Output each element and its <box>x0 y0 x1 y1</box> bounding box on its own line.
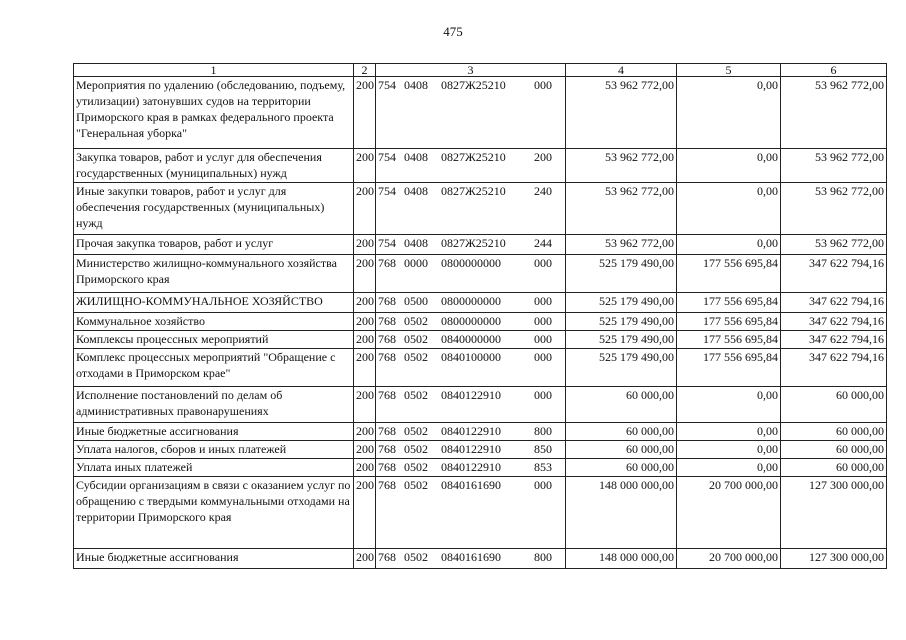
row-amount-col5: 177 556 695,84 <box>677 331 781 349</box>
table-row <box>74 149 887 183</box>
page-number: 475 <box>443 24 463 39</box>
row-name: Комплексы процессных мероприятий <box>74 331 354 349</box>
code-target-article: 0827Ж25210 <box>441 78 506 92</box>
column-header: 4 <box>566 64 677 77</box>
code-expense-type: 200 <box>534 150 552 164</box>
row-amount-col4: 53 962 772,00 <box>566 235 677 255</box>
code-target-article: 0800000000 <box>441 256 501 270</box>
row-budget-code <box>376 293 566 313</box>
row-budget-code <box>376 183 566 235</box>
code-section: 0408 <box>404 184 428 198</box>
code-target-article: 0840122910 <box>441 442 501 456</box>
row-amount-col6: 60 000,00 <box>781 423 887 441</box>
row-amount-col5: 177 556 695,84 <box>677 293 781 313</box>
code-ministry: 768 <box>378 478 396 492</box>
row-amount-col4: 60 000,00 <box>566 387 677 423</box>
row-amount-col6: 347 622 794,16 <box>781 313 887 331</box>
row-amount-col6: 347 622 794,16 <box>781 293 887 313</box>
code-target-article: 0840000000 <box>441 332 501 346</box>
code-ministry: 768 <box>378 314 396 328</box>
row-amount-col5: 0,00 <box>677 459 781 477</box>
row-amount-col6: 53 962 772,00 <box>781 149 887 183</box>
code-target-article: 0800000000 <box>441 294 501 308</box>
code-ministry: 768 <box>378 294 396 308</box>
table-row <box>74 549 887 569</box>
row-amount-col6: 127 300 000,00 <box>781 549 887 569</box>
code-section: 0502 <box>404 388 428 402</box>
row-amount-col4: 53 962 772,00 <box>566 77 677 149</box>
code-section: 0502 <box>404 350 428 364</box>
table-row <box>74 349 887 387</box>
row-amount-col4: 525 179 490,00 <box>566 255 677 293</box>
code-ministry: 768 <box>378 442 396 456</box>
code-target-article: 0840122910 <box>441 460 501 474</box>
code-section: 0502 <box>404 550 428 564</box>
row-amount-col4: 525 179 490,00 <box>566 313 677 331</box>
row-name: Иные бюджетные ассигнования <box>74 549 354 569</box>
code-expense-type: 000 <box>534 478 552 492</box>
row-budget-code <box>376 331 566 349</box>
code-section: 0502 <box>404 424 428 438</box>
row-amount-col4: 60 000,00 <box>566 423 677 441</box>
table-row <box>74 293 887 313</box>
row-code-col2: 200 <box>354 441 376 459</box>
code-expense-type: 000 <box>534 332 552 346</box>
code-ministry: 768 <box>378 388 396 402</box>
row-budget-code <box>376 549 566 569</box>
row-amount-col5: 0,00 <box>677 441 781 459</box>
code-target-article: 0840161690 <box>441 550 501 564</box>
code-target-article: 0827Ж25210 <box>441 184 506 198</box>
code-target-article: 0800000000 <box>441 314 501 328</box>
row-amount-col5: 20 700 000,00 <box>677 549 781 569</box>
code-expense-type: 000 <box>534 314 552 328</box>
code-expense-type: 000 <box>534 388 552 402</box>
code-section: 0500 <box>404 294 428 308</box>
code-expense-type: 000 <box>534 350 552 364</box>
row-code-col2: 200 <box>354 331 376 349</box>
row-code-col2: 200 <box>354 423 376 441</box>
table-row <box>74 441 887 459</box>
row-budget-code <box>376 423 566 441</box>
code-section: 0000 <box>404 256 428 270</box>
code-target-article: 0827Ж25210 <box>441 150 506 164</box>
code-ministry: 768 <box>378 256 396 270</box>
column-header: 1 <box>74 64 354 77</box>
code-expense-type: 240 <box>534 184 552 198</box>
table-row <box>74 313 887 331</box>
code-section: 0408 <box>404 150 428 164</box>
table-row <box>74 235 887 255</box>
code-ministry: 768 <box>378 460 396 474</box>
row-amount-col6: 347 622 794,16 <box>781 255 887 293</box>
row-amount-col5: 177 556 695,84 <box>677 255 781 293</box>
code-target-article: 0827Ж25210 <box>441 236 506 250</box>
row-amount-col5: 0,00 <box>677 235 781 255</box>
row-amount-col4: 60 000,00 <box>566 459 677 477</box>
row-amount-col4: 53 962 772,00 <box>566 183 677 235</box>
row-budget-code <box>376 349 566 387</box>
row-name: Закупка товаров, работ и услуг для обеспечения государственных (муниципальных) нужд <box>74 149 354 183</box>
code-expense-type: 000 <box>534 256 552 270</box>
row-budget-code <box>376 149 566 183</box>
row-amount-col4: 148 000 000,00 <box>566 477 677 549</box>
row-name: Прочая закупка товаров, работ и услуг <box>74 235 354 255</box>
row-amount-col5: 0,00 <box>677 423 781 441</box>
row-amount-col6: 347 622 794,16 <box>781 349 887 387</box>
row-amount-col4: 60 000,00 <box>566 441 677 459</box>
code-ministry: 768 <box>378 550 396 564</box>
row-budget-code <box>376 235 566 255</box>
code-expense-type: 850 <box>534 442 552 456</box>
row-amount-col6: 127 300 000,00 <box>781 477 887 549</box>
code-ministry: 754 <box>378 236 396 250</box>
row-code-col2: 200 <box>354 349 376 387</box>
row-amount-col6: 53 962 772,00 <box>781 77 887 149</box>
row-amount-col4: 525 179 490,00 <box>566 349 677 387</box>
row-budget-code <box>376 77 566 149</box>
code-expense-type: 000 <box>534 294 552 308</box>
row-code-col2: 200 <box>354 255 376 293</box>
row-code-col2: 200 <box>354 459 376 477</box>
row-name: Уплата иных платежей <box>74 459 354 477</box>
row-amount-col5: 0,00 <box>677 77 781 149</box>
column-header: 5 <box>677 64 781 77</box>
row-code-col2: 200 <box>354 77 376 149</box>
code-ministry: 768 <box>378 424 396 438</box>
row-name: Министерство жилищно-коммунального хозяйства Приморского края <box>74 255 354 293</box>
table-row <box>74 183 887 235</box>
code-section: 0502 <box>404 332 428 346</box>
row-amount-col5: 0,00 <box>677 183 781 235</box>
table-row <box>74 477 887 549</box>
row-budget-code <box>376 477 566 549</box>
budget-table <box>73 63 887 569</box>
row-code-col2: 200 <box>354 477 376 549</box>
header-row <box>74 64 887 77</box>
row-name: Исполнение постановлений по делам об административных правонарушениях <box>74 387 354 423</box>
row-code-col2: 200 <box>354 387 376 423</box>
row-amount-col5: 0,00 <box>677 149 781 183</box>
row-code-col2: 200 <box>354 313 376 331</box>
row-budget-code <box>376 387 566 423</box>
column-header: 2 <box>354 64 376 77</box>
row-amount-col6: 53 962 772,00 <box>781 183 887 235</box>
row-budget-code <box>376 313 566 331</box>
row-amount-col6: 60 000,00 <box>781 441 887 459</box>
row-code-col2: 200 <box>354 183 376 235</box>
row-budget-code <box>376 255 566 293</box>
table-row <box>74 77 887 149</box>
row-code-col2: 200 <box>354 235 376 255</box>
row-name: Иные закупки товаров, работ и услуг для обеспечения государственных (муниципальных) нужд <box>74 183 354 235</box>
row-code-col2: 200 <box>354 149 376 183</box>
code-ministry: 754 <box>378 184 396 198</box>
table-row <box>74 331 887 349</box>
row-amount-col6: 347 622 794,16 <box>781 331 887 349</box>
code-expense-type: 800 <box>534 424 552 438</box>
row-name: Мероприятия по удалению (обследованию, подъему, утилизации) затонувших судов на территории Приморского края в рамках федерального проекта "Генеральная уборка" <box>74 77 354 149</box>
row-amount-col6: 60 000,00 <box>781 387 887 423</box>
row-name: Уплата налогов, сборов и иных платежей <box>74 441 354 459</box>
row-budget-code <box>376 459 566 477</box>
row-name: Иные бюджетные ассигнования <box>74 423 354 441</box>
row-name: ЖИЛИЩНО-КОММУНАЛЬНОЕ ХОЗЯЙСТВО <box>74 293 354 313</box>
code-expense-type: 000 <box>534 78 552 92</box>
table-row <box>74 459 887 477</box>
column-header: 6 <box>781 64 887 77</box>
row-amount-col6: 53 962 772,00 <box>781 235 887 255</box>
row-amount-col4: 53 962 772,00 <box>566 149 677 183</box>
row-code-col2: 200 <box>354 293 376 313</box>
row-name: Субсидии организациям в связи с оказанием услуг по обращению с твердыми коммунальными отходами на территории Приморского края <box>74 477 354 549</box>
code-section: 0502 <box>404 460 428 474</box>
code-target-article: 0840122910 <box>441 388 501 402</box>
table-row <box>74 255 887 293</box>
code-target-article: 0840122910 <box>441 424 501 438</box>
row-amount-col4: 148 000 000,00 <box>566 549 677 569</box>
row-amount-col5: 20 700 000,00 <box>677 477 781 549</box>
code-expense-type: 244 <box>534 236 552 250</box>
row-budget-code <box>376 441 566 459</box>
code-ministry: 754 <box>378 150 396 164</box>
column-header: 3 <box>376 64 566 77</box>
code-target-article: 0840161690 <box>441 478 501 492</box>
code-ministry: 768 <box>378 332 396 346</box>
row-name: Коммунальное хозяйство <box>74 313 354 331</box>
code-ministry: 754 <box>378 78 396 92</box>
table-row <box>74 423 887 441</box>
row-code-col2: 200 <box>354 549 376 569</box>
code-expense-type: 800 <box>534 550 552 564</box>
code-expense-type: 853 <box>534 460 552 474</box>
code-section: 0408 <box>404 236 428 250</box>
row-amount-col4: 525 179 490,00 <box>566 293 677 313</box>
row-amount-col6: 60 000,00 <box>781 459 887 477</box>
code-section: 0408 <box>404 78 428 92</box>
row-amount-col4: 525 179 490,00 <box>566 331 677 349</box>
row-amount-col5: 177 556 695,84 <box>677 349 781 387</box>
code-section: 0502 <box>404 478 428 492</box>
row-amount-col5: 0,00 <box>677 387 781 423</box>
table-row <box>74 387 887 423</box>
code-ministry: 768 <box>378 350 396 364</box>
row-name: Комплекс процессных мероприятий "Обращение с отходами в Приморском крае" <box>74 349 354 387</box>
code-section: 0502 <box>404 314 428 328</box>
row-amount-col5: 177 556 695,84 <box>677 313 781 331</box>
code-target-article: 0840100000 <box>441 350 501 364</box>
code-section: 0502 <box>404 442 428 456</box>
